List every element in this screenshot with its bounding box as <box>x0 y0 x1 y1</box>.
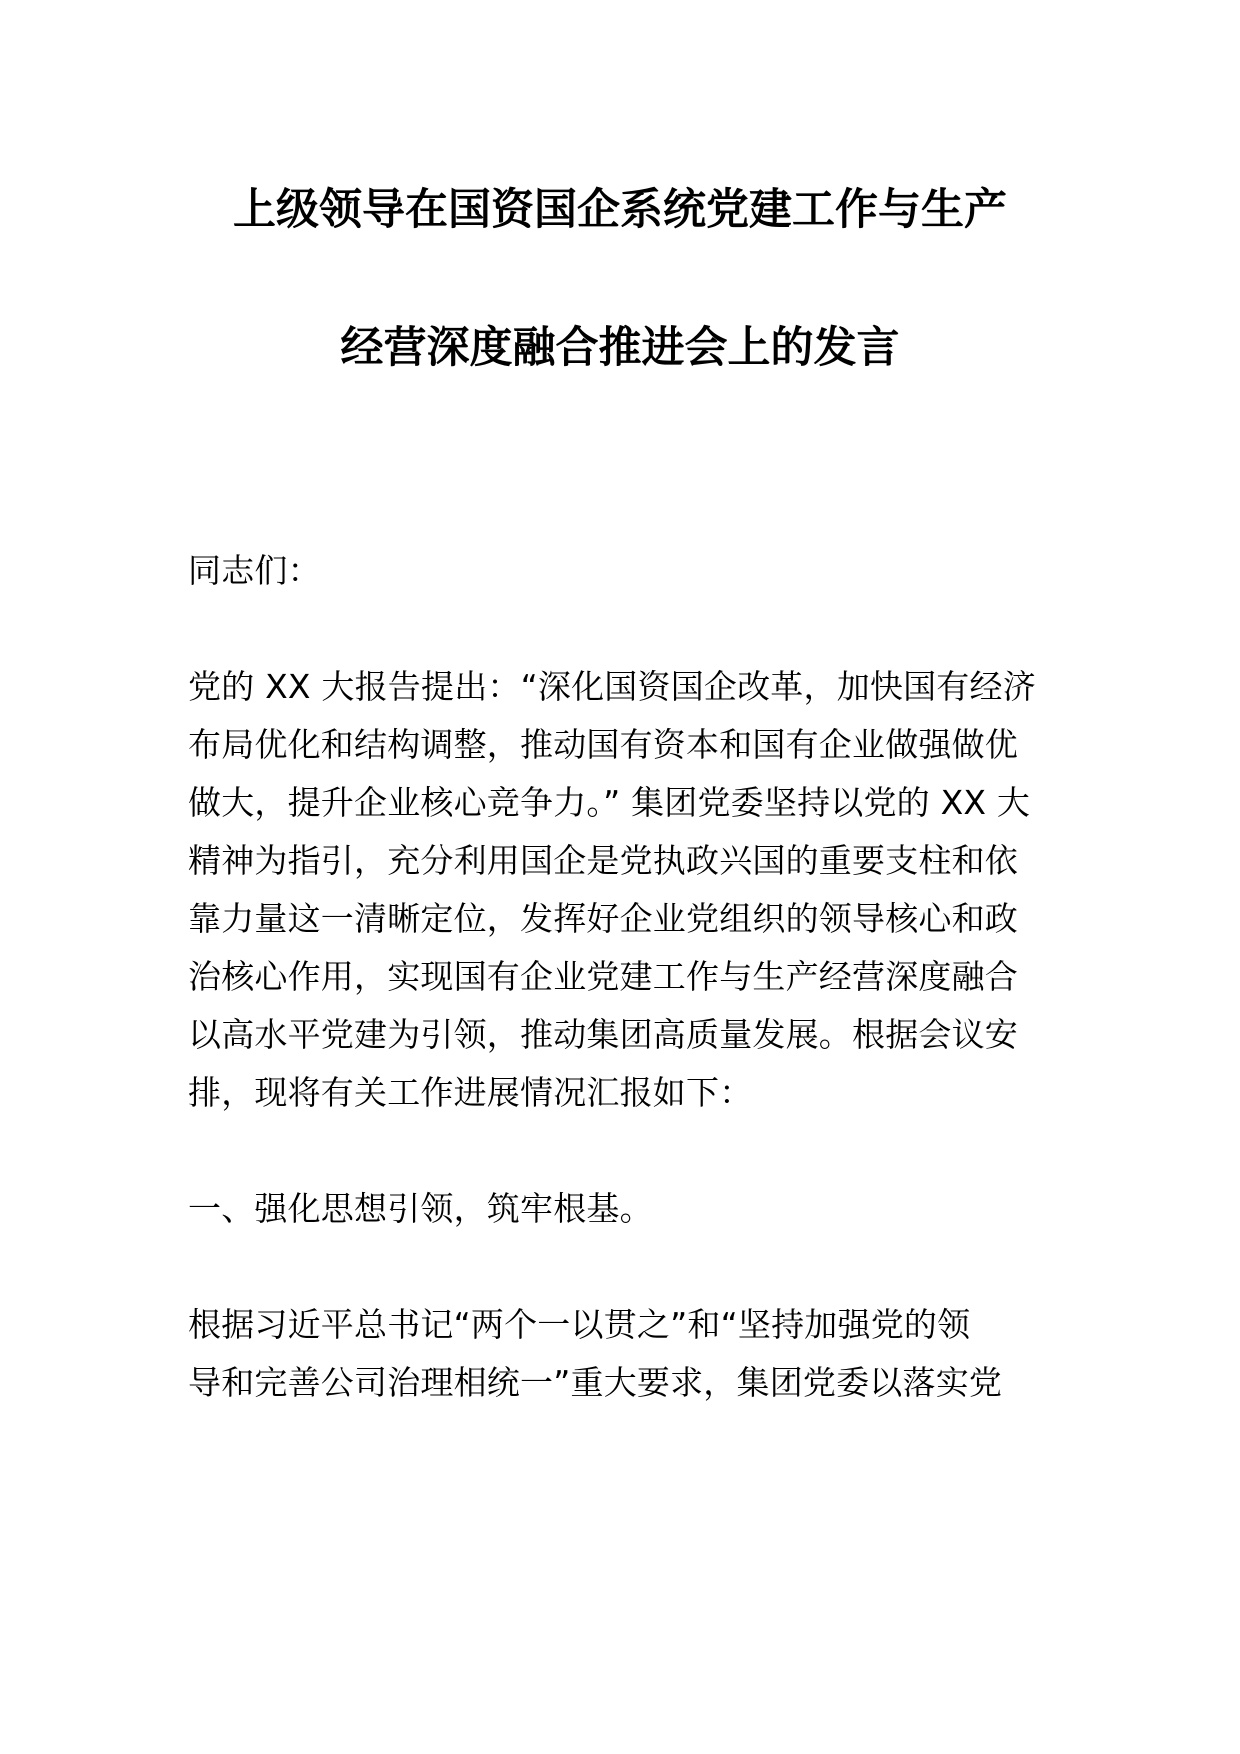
paragraph-1-line-5: 靠力量这一清晰定位，发挥好企业党组织的领导核心和政 <box>188 899 1018 938</box>
paragraph-1-line-7: 以高水平党建为引领，推动集团高质量发展。根据会议安 <box>188 1015 1018 1054</box>
document-title-line-2: 经营深度融合推进会上的发言 <box>340 323 900 373</box>
paragraph-1-line-2: 布局优化和结构调整，推动国有资本和国有企业做强做优 <box>188 725 1018 764</box>
paragraph-1-line-8: 排，现将有关工作进展情况汇报如下： <box>188 1073 753 1112</box>
salutation: 同志们： <box>188 551 321 590</box>
paragraph-1-line-6: 治核心作用，实现国有企业党建工作与生产经营深度融合 <box>188 957 1018 996</box>
paragraph-2-line-2: 导和完善公司治理相统一”重大要求，集团党委以落实党 <box>188 1363 1003 1402</box>
paragraph-1-line-3: 做大，提升企业核心竞争力。” 集团党委坚持以党的 XX 大 <box>188 783 1031 822</box>
document-title-line-1: 上级领导在国资国企系统党建工作与生产 <box>233 185 1007 235</box>
paragraph-1-line-1: 党的 XX 大报告提出：“深化国资国企改革，加快国有经济 <box>188 667 1036 706</box>
paragraph-1-line-4: 精神为指引，充分利用国企是党执政兴国的重要支柱和依 <box>188 841 1018 880</box>
paragraph-2-line-1: 根据习近平总书记“两个一以贯之”和“坚持加强党的领 <box>188 1305 971 1344</box>
section-heading-1: 一、强化思想引领，筑牢根基。 <box>188 1189 653 1228</box>
